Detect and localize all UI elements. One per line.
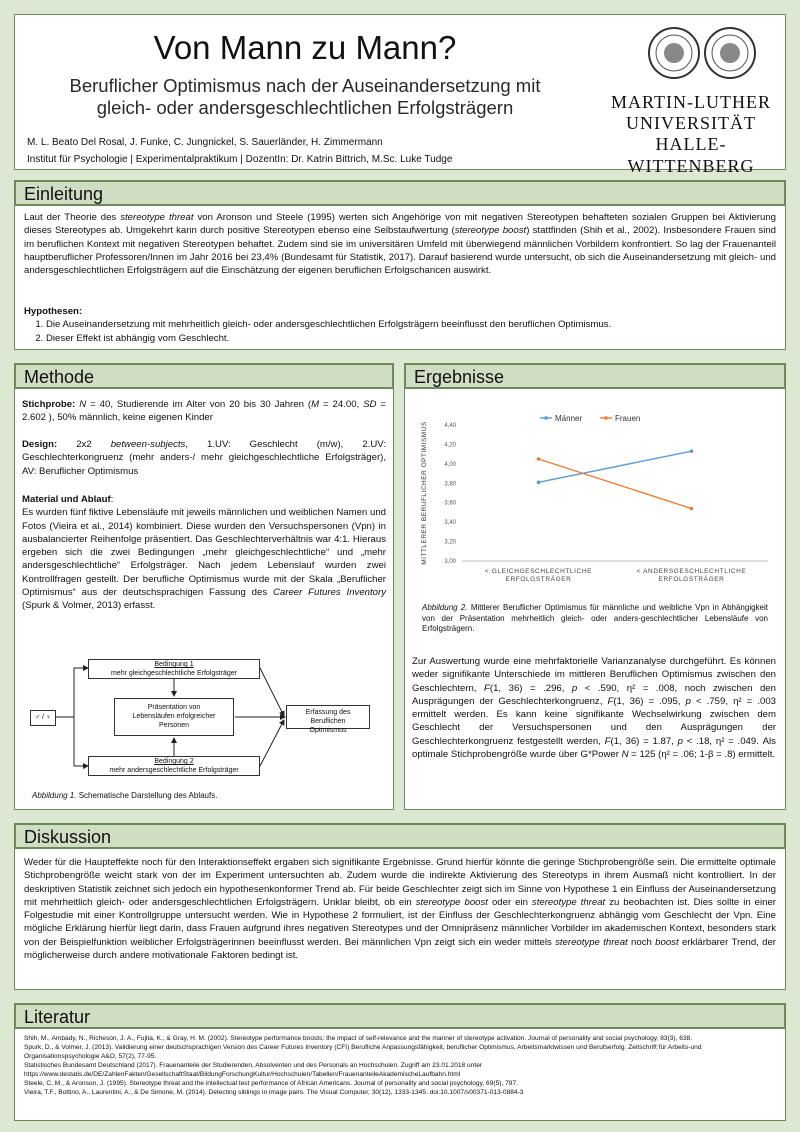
methode-heading: Methode — [14, 363, 394, 389]
material-italic: Career Futures Inventory — [273, 587, 386, 599]
header-panel — [14, 14, 786, 176]
hypothesen-list — [24, 318, 776, 345]
design-text-2: , 1.UV: Geschlecht (m/w), 2.UV: Geschlechterkongruenz (mehr anders-/ mehr gleichgeschlechtliche Erfolgsträger), AV: Beruflicher Optimismus — [22, 439, 386, 477]
figure-2-caption — [422, 603, 768, 635]
diskussion-italic-4: boost — [655, 936, 679, 948]
material-text-1: Es wurden fünf fiktive Lebensläufe mit jeweils männlichen und weiblichen Namen und Fotos (Vieira et al., 2014) kombiniert. Diese wurden den Versuchspersonen (Vpn) in ausbalancierter Reihenfolge präsentiert. Das Geschlechterverhältnis war 4:1. Hieraus ergeben sich die zwei Bedingungen „mehr gleichgeschlechtliche“ und „mehr andersgeschlechtliche“ Erfolgsträger. Nach jedem Lebenslauf wurden zwei Kontrollfragen gestellt. Der berufliche Optimismus wurde mit der Skala „Beruflicher Optimismus“ aus der deutschsprachigen Fassung des — [22, 507, 386, 599]
design-text — [22, 438, 386, 478]
figure-1-label: Abbildung 1. — [32, 791, 77, 800]
legend-label: Männer — [555, 414, 583, 423]
hypothesen-block — [24, 305, 776, 345]
poster-subtitle-1: Beruflicher Optimismus nach der Auseinandersetzung mit — [69, 75, 541, 96]
einleitung-text-2: von Aronson und Steele (1995) werten sich Angehörige von mit negativen Stereotypen behafteten sozialen Gruppen bei Aktivierung dieses Stereotypes ab. Umgekehrt kann durch positive Stereotypen ebenso eine Selbstaufwertung ( — [24, 212, 776, 237]
legend-label: Frauen — [615, 414, 641, 423]
reference-item: Vieira, T.F., Bottino, A., Laurentini, A., & De Simone, M. (2014). Detecting siblings in image pairs. The Visual Computer, 30(12), 1333-1345. doi:10.1007/s00371-013-0884-3 — [24, 1089, 524, 1096]
y-tick-label: 3,60 — [444, 500, 456, 507]
y-tick-label: 4,00 — [444, 461, 456, 468]
condition-2-title: Bedingung 2 — [154, 758, 194, 765]
ergebnisse-text-5: < .759, η² = .003 ermittelt werden. Es kann keine signifikante Wechselwirkung zwischen dem Geschlecht der Versuchspersonen und den Ausprägungen der Geschlechterkongruenz festgestellt werden, — [412, 695, 777, 747]
poster-title: Von Mann zu Mann? — [153, 29, 457, 66]
figure-1-caption — [32, 791, 217, 800]
ergebnisse-heading: Ergebnisse — [404, 363, 786, 389]
reference-list — [24, 1034, 776, 1097]
material-text — [22, 493, 386, 613]
einleitung-text — [24, 211, 776, 277]
ergebnisse-text-6: (1, 36) = 1.87, — [610, 735, 678, 747]
stichprobe-text-2: = 24.00, — [319, 399, 364, 410]
x-tick-label: < ANDERSGESCHLECHTLICHE — [636, 568, 747, 575]
literatur-heading: Literatur — [14, 1003, 786, 1029]
hypothese-2: 2. Dieser Effekt ist abhängig vom Geschlecht. — [46, 332, 776, 345]
condition-2-box — [88, 756, 260, 776]
y-tick-label: 3,20 — [444, 539, 456, 546]
x-tick-label: ERFOLGSTRÄGER — [505, 576, 572, 583]
diskussion-text-3: zu beobachten ist. Dies sollte in einer Folgestudie mit einer Kontrollgruppe untersucht werden. Wie in Hypothese 2 formuliert, ist der Einfluss der Geschlechterkongruenz abhängig vom Geschlecht der Vpn. Eine mögliche Erklärung hierfür liegt darin, dass Frauen aufgrund ihres negativen Stereotypes und der Omnipräsenz männlicher Vorbilder im akademischen Kontext, besonders stark von der Beispielfunktion weiblicher Erfolgsträgerinnen beeinflusst werden. Bei männlichen Vpn zeigt sich ein weder mittels — [24, 896, 776, 948]
hypothese-1: 1. Die Auseinandersetzung mit mehrheitlich gleich- oder andersgeschlechtlichen Erfolgsträgern beeinflusst den beruflichen Optimismus. — [46, 318, 776, 331]
diskussion-text-4: noch — [627, 936, 656, 948]
ergebnisse-f-3: F — [604, 735, 611, 747]
ergebnisse-text-3: < .590, η² = .008, noch zwischen den Ausprägungen der Geschlechterkongruenz, — [412, 682, 776, 707]
hypothesen-label: Hypothesen: — [24, 306, 83, 317]
design-text-1: 2x2 — [57, 439, 111, 450]
y-tick-label: 3,80 — [444, 481, 456, 488]
diskussion-text-5: erklärbarer Trend, der möglicherweise durch andere motivationale Faktoren bedingt ist. — [24, 936, 776, 962]
material-colon: : — [110, 494, 114, 505]
y-axis-label: MITTLERER BERUFLICHER OPTIMISMUS — [421, 421, 428, 565]
poster-subtitle-2: gleich- oder andersgeschlechtlichen Erfolgsträgern — [96, 97, 514, 118]
einleitung-text-1: Laut der Theorie des — [24, 212, 121, 223]
ergebnisse-text — [412, 655, 776, 761]
ergebnisse-p-1: p — [571, 682, 578, 694]
data-point-maenner — [690, 449, 694, 453]
ergebnisse-p-3: p — [677, 735, 683, 747]
condition-1-title: Bedingung 1 — [154, 661, 194, 668]
condition-1-box — [88, 659, 260, 679]
condition-2-text: mehr andersgeschlechtliche Erfolgsträger — [109, 767, 239, 774]
data-point-maenner — [537, 481, 541, 485]
authors: M. L. Beato Del Rosal, J. Funke, C. Jungnickel, S. Sauerländer, H. Zimmermann — [27, 137, 383, 148]
presentation-box: Präsentation von Lebensläufen erfolgreicher Personen — [114, 698, 234, 736]
stichprobe-m: M — [311, 399, 320, 410]
diskussion-heading: Diskussion — [14, 823, 786, 849]
university-name-1: MARTIN-LUTHER — [611, 92, 771, 112]
ergebnisse-text-2: (1, 36) = .296, — [489, 682, 572, 694]
ergebnisse-text-7: < .18, η² = .049. Als optimale Stichprobengröße wurde über G*Power — [412, 735, 776, 761]
einleitung-italic-2: stereotype boost — [454, 225, 527, 237]
design-label: Design: — [22, 439, 58, 450]
reference-item: Spurk, D., & Volmer, J. (2013). Validierung einer deutschsprachigen Version des Career Futures Inventory (CFI) Berufliche Anpassungsfähigkeit, beruflicher Optimismus, Arbeitsmarktwissen und Berufserfolg. Zeitschrift für Arbeits-und Organisationspsychologie A&O, 57(2), 77-95. — [24, 1044, 702, 1060]
stichprobe-sd: SD — [363, 399, 377, 410]
ergebnisse-f-2: F — [607, 695, 614, 707]
reference-item: Statistisches Bundesamt Deutschland (2017). Frauenanteile der Studierenden, Absolventen und des Personals an Hochschulen. Zugriff am 23.01.2018 unter https://www.destatis.de/DE/ZahlenFakten/GesellschaftStaat/BildungForschungKultur/Hochschulen/Tabellen/FrauenanteileAkademischeLaufbahn.html — [24, 1062, 483, 1078]
gender-box: ♂ / ♀ — [30, 710, 56, 726]
material-label: Material und Ablauf — [22, 494, 111, 505]
x-tick-label: ERFOLGSTRÄGER — [658, 576, 725, 583]
diskussion-text — [24, 856, 776, 962]
stichprobe-label: Stichprobe: — [22, 399, 76, 410]
stichprobe-n: N — [75, 399, 87, 410]
diskussion-italic-1: stereotype boost — [415, 896, 488, 908]
diskussion-italic-3: stereotype threat — [555, 936, 628, 948]
figure-2-text: Mittlerer Beruflicher Optimismus für männliche und weibliche Vpn in Abhängigkeit von der Präsentation mehrheitlich gleich- oder anders-geschlechtlicher Lebensläufe von Erfolgsträgern. — [422, 603, 769, 633]
condition-1-text: mehr gleichgeschlechtliche Erfolgsträger — [110, 670, 238, 677]
ergebnisse-text-4: (1, 36) = .095, — [613, 695, 686, 707]
optimism-line-chart — [412, 400, 778, 595]
outcome-box: Erfassung des Beruflichen Optimismus — [286, 705, 370, 729]
stichprobe-text — [22, 398, 386, 425]
stichprobe-text-3: = 2.602 ), 50% männlich, keine eigenen Kinder — [22, 399, 387, 424]
ergebnisse-text-8: = 125 (η² = .06; 1-β = .8) ermittelt. — [628, 749, 776, 761]
institute: Institut für Psychologie | Experimentalpraktikum | DozentIn: Dr. Katrin Bittrich, M.Sc. Luke Tudge — [27, 154, 453, 165]
reference-item: Steele, C. M., & Aronson, J. (1995). Stereotype threat and the intellectual test performance of African Americans. Journal of personality and social psychology, 69(5), 797. — [24, 1080, 518, 1087]
ergebnisse-n: N — [621, 749, 629, 761]
legend-marker — [544, 416, 548, 420]
figure-1-text: Schematische Darstellung des Ablaufs. — [76, 791, 218, 800]
einleitung-text-3: ) stattfinden (Shih et al., 2002). Insbesondere Frauen sind im beruflichen Kontext mit negativen Stereotypen behaftet. Zudem sind sie im universitären Umfeld mit überwiegend männlichen Vorbildern konfrontiert. So lag der Frauenanteil hauptberuflicher Professoren/Innen im Jahr 2016 bei 23,4% (Bundesamt für Statistik, 2017). Darauf basierend wurde untersucht, ob sich die Auseinandersetzung mit gleich- und andersgeschlechtlichen Erfolgsträgern auf die Einschätzung der eigenen beruflichen Erfolgschancen auswirkt. — [24, 225, 776, 277]
ergebnisse-p-2: p — [685, 695, 691, 707]
y-tick-label: 3,00 — [444, 559, 456, 565]
y-tick-label: 4,40 — [444, 423, 456, 429]
data-point-frauen — [537, 457, 541, 461]
diskussion-text-1: Weder für die Haupteffekte noch für den Interaktionseffekt ergaben sich signifikante Ergebnisse. Grund hierfür könnte die geringe Stichprobengröße sein. Die ermittelte optimale Stichprobengröße weicht stark von der im Experiment untersuchten ab. Zudem wurde die indirekte Aktivierung des Stereotyps in ihrem Ausmaß nicht kontrolliert. In der deskriptiven Statistik zeichnet sich jedoch ein hypothesenkonformer Trend ab. Für beide Geschlechter zeigt sich im Sinne von Hypothese 1 ein Einfluss der Auseinandersetzung mit mehrheitlich gleich- oder andersgeschlechtlichen Erfolgsträgern. Unklar bleibt, ob ein — [24, 857, 776, 908]
figure-2-label: Abbildung 2. — [422, 603, 468, 612]
university-name-3: HALLE-WITTENBERG — [627, 134, 755, 176]
reference-item: Shih, M., Ambady, N., Richeson, J. A., Fujita, K., & Gray, H. M. (2002). Stereotype performance boosts: the impact of self-relevance and the manner of stereotype activation. Journal of personality and social psychology, 83(3), 638. — [24, 1035, 693, 1042]
y-tick-label: 4,20 — [444, 442, 456, 449]
ergebnisse-text-1: Zur Auswertung wurde eine mehrfaktorielle Varianzanalyse durchgeführt. Es können weder signifikante Unterschiede im mittleren Beruflichen Optimismus zwischen den Geschlechtern, — [412, 656, 776, 694]
university-seal-icon — [647, 25, 757, 81]
legend-marker — [604, 416, 608, 420]
stichprobe-text-1: = 40, Studierende im Alter von 20 bis 30 Jahren ( — [86, 399, 312, 410]
diskussion-text-2: oder ein — [487, 896, 532, 908]
einleitung-italic-1: stereotype threat — [120, 212, 194, 223]
einleitung-heading: Einleitung — [14, 180, 786, 206]
university-name-2: UNIVERSITÄT — [626, 113, 756, 133]
material-text-2: (Spurk & Volmer, 2013) erfasst. — [22, 600, 156, 612]
x-tick-label: < GLEICHGESCHLECHTLICHE — [484, 568, 593, 575]
data-point-frauen — [690, 507, 694, 511]
ergebnisse-f-1: F — [484, 682, 490, 694]
design-italic: between-subjects — [110, 439, 186, 450]
y-tick-label: 3,40 — [444, 520, 456, 527]
diskussion-italic-2: stereotype threat — [531, 896, 606, 908]
